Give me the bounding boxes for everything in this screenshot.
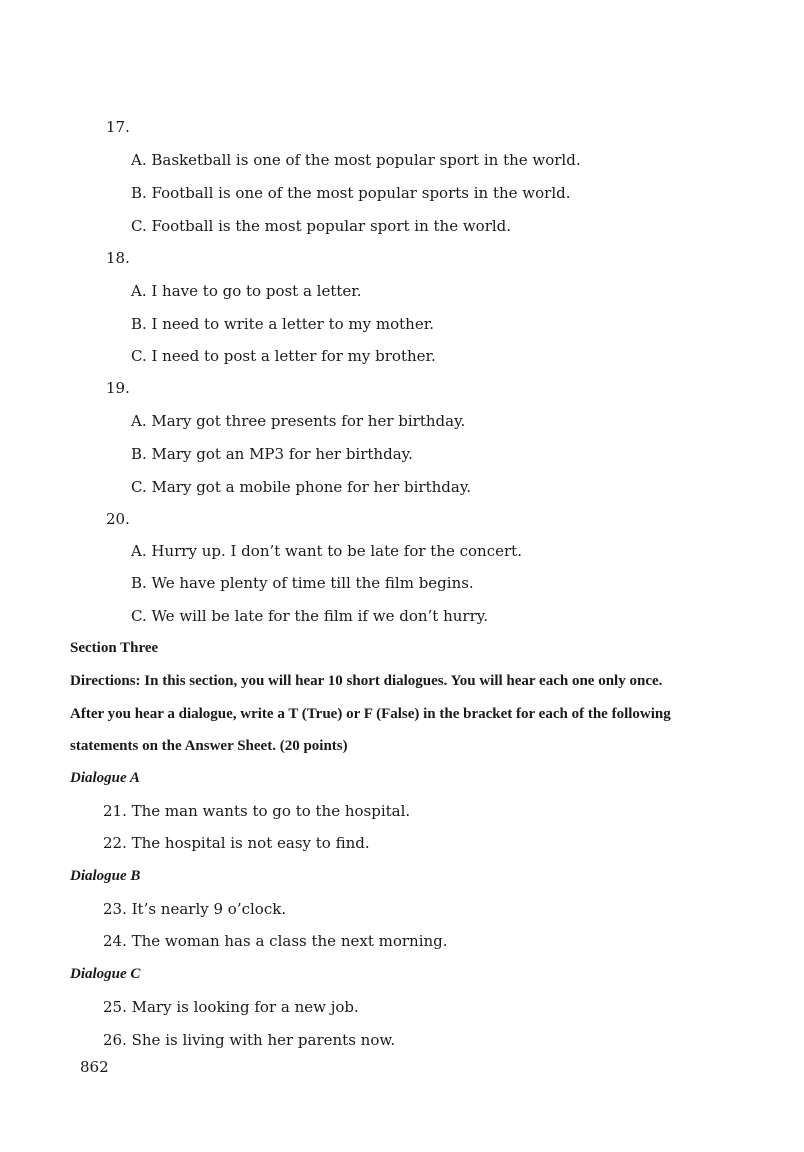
statement: 26. She is living with her parents now. (103, 1031, 396, 1049)
dialogue-heading: Dialogue C (70, 966, 141, 982)
dialogue-heading: Dialogue B (70, 868, 141, 884)
answer-option: A. Hurry up. I don’t want to be late for the concert. (131, 542, 522, 560)
statement: 22. The hospital is not easy to find. (103, 834, 370, 852)
answer-option: C. We will be late for the film if we don’t hurry. (131, 607, 488, 625)
answer-option: B. Mary got an MP3 for her birthday. (131, 445, 413, 463)
statement: 23. It’s nearly 9 o’clock. (103, 900, 287, 918)
directions-text: After you hear a dialogue, write a T (True) or F (False) in the bracket for each of the following (70, 706, 671, 722)
answer-option: A. Mary got three presents for her birthday. (131, 412, 466, 430)
section-title: Section Three (70, 640, 159, 656)
answer-option: C. Mary got a mobile phone for her birthday. (131, 478, 472, 496)
answer-option: B. Football is one of the most popular sports in the world. (131, 184, 571, 202)
statement: 25. Mary is looking for a new job. (103, 998, 359, 1016)
answer-option: A. I have to go to post a letter. (131, 282, 362, 300)
question-number: 20. (106, 510, 130, 528)
question-number: 19. (106, 379, 130, 397)
answer-option: C. Football is the most popular sport in the world. (131, 217, 512, 235)
statement: 21. The man wants to go to the hospital. (103, 802, 411, 820)
question-number: 17. (106, 118, 130, 136)
directions-text: Directions: In this section, you will hear 10 short dialogues. You will hear each one only once. (70, 673, 663, 689)
answer-option: A. Basketball is one of the most popular sport in the world. (131, 151, 581, 169)
answer-option: B. I need to write a letter to my mother. (131, 315, 435, 333)
directions-text: statements on the Answer Sheet. (20 points) (70, 738, 348, 754)
dialogue-heading: Dialogue A (70, 770, 140, 786)
answer-option: B. We have plenty of time till the film begins. (131, 574, 474, 592)
statement: 24. The woman has a class the next morning. (103, 932, 448, 950)
question-number: 18. (106, 249, 130, 267)
page-number: 862 (80, 1058, 109, 1076)
answer-option: C. I need to post a letter for my brother. (131, 347, 436, 365)
